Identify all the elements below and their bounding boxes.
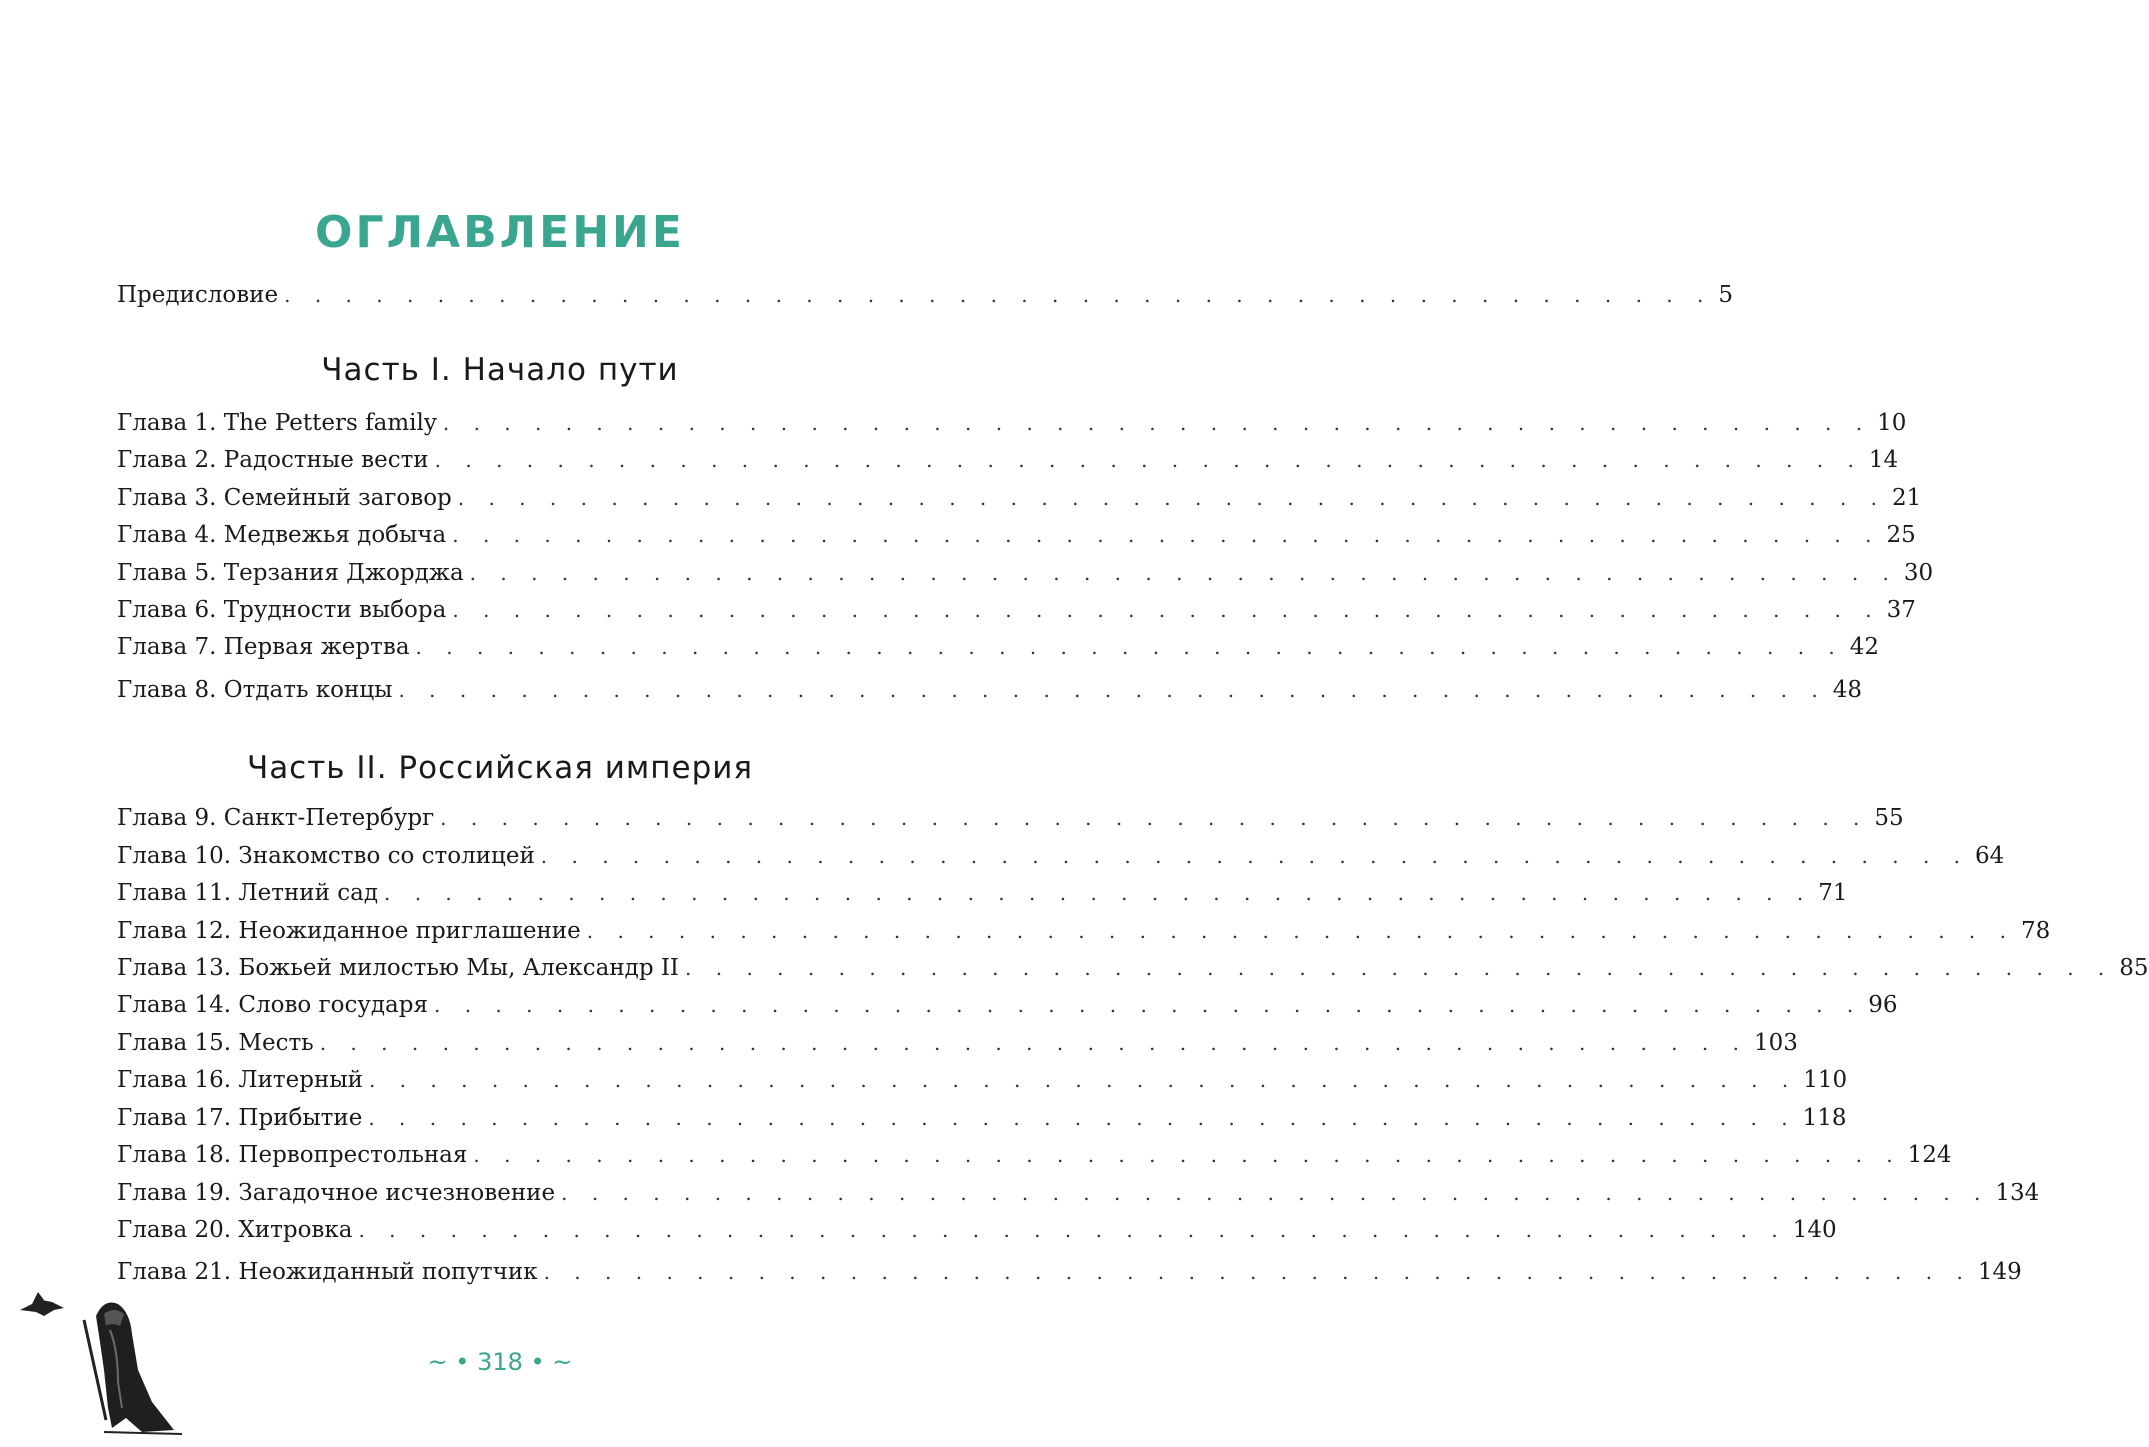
page-number-folio: ~ • 318 • ~ — [427, 1348, 573, 1376]
toc-label: Глава 10. Знакомство со столицей — [117, 843, 535, 869]
toc-page-number: 30 — [1903, 560, 1934, 586]
leader-dots: . . . . . . . . . . . . . . . . . . . . . . . . . . . . . . . . . . . . . . . . . . . . . . . — [452, 523, 1881, 547]
toc-row-chapter-11[interactable] — [117, 878, 1848, 908]
leader-dots: . . . . . . . . . . . . . . . . . . . . . . . . . . . . . . . . . . . . . . . . . . . . . . . — [358, 1218, 1787, 1242]
toc-label: Глава 12. Неожиданное приглашение — [117, 918, 581, 944]
toc-page-number: 71 — [1818, 880, 1848, 906]
leader-dots: . . . . . . . . . . . . . . . . . . . . . . . . . . . . . . . . . . . . . . . . . . . . . . . — [685, 956, 2114, 980]
toc-row-chapter-3[interactable] — [117, 483, 1922, 513]
toc-row-chapter-9[interactable] — [117, 803, 1904, 833]
toc-row-chapter-15[interactable] — [117, 1028, 1798, 1058]
toc-row-chapter-5[interactable] — [117, 558, 1934, 588]
toc-page-number: 134 — [1995, 1180, 2040, 1206]
leader-dots: . . . . . . . . . . . . . . . . . . . . . . . . . . . . . . . . . . . . . . . . . . . . . . . — [398, 678, 1827, 702]
toc-label: Глава 14. Слово государя — [117, 992, 428, 1018]
toc-label: Глава 8. Отдать концы — [117, 677, 393, 703]
ground-line — [104, 1432, 182, 1434]
toc-page-number: 85 — [2119, 955, 2149, 981]
leader-dots: . . . . . . . . . . . . . . . . . . . . . . . . . . . . . . . . . . . . . . . . . . . . . . . — [586, 919, 2015, 943]
toc-row-chapter-14[interactable] — [117, 990, 1898, 1020]
bird-silhouette — [20, 1300, 64, 1316]
toc-row-chapter-18[interactable] — [117, 1140, 1952, 1170]
toc-label: Глава 21. Неожиданный попутчик — [117, 1259, 538, 1285]
toc-page-number: 118 — [1802, 1105, 1847, 1131]
toc-label: Глава 15. Месть — [117, 1030, 314, 1056]
toc-page-number: 14 — [1868, 447, 1899, 473]
toc-label: Глава 9. Санкт-Петербург — [117, 805, 435, 831]
leader-dots: . . . . . . . . . . . . . . . . . . . . . . . . . . . . . . . . . . . . . . . . . . . . . . . — [540, 844, 1970, 868]
leader-dots: . . . . . . . . . . . . . . . . . . . . . . . . . . . . . . . . . . . . . . . . . . . . . . . — [284, 283, 1713, 307]
toc-row-chapter-4[interactable] — [117, 520, 1916, 550]
toc-label: Глава 4. Медвежья добыча — [117, 522, 447, 548]
toc-label: Глава 2. Радостные вести — [117, 447, 429, 473]
leader-dots: . . . . . . . . . . . . . . . . . . . . . . . . . . . . . . . . . . . . . . . . . . . . . . . — [457, 486, 1887, 510]
leader-dots: . . . . . . . . . . . . . . . . . . . . . . . . . . . . . . . . . . . . . . . . . . . . . . . — [440, 806, 1869, 830]
toc-label: Глава 13. Божьей милостью Мы, Александр II — [117, 955, 680, 981]
leader-dots: . . . . . . . . . . . . . . . . . . . . . . . . . . . . . . . . . . . . . . . . . . . . . . . — [434, 993, 1863, 1017]
toc-label: Глава 16. Литерный — [117, 1067, 363, 1093]
toc-label: Глава 7. Первая жертва — [117, 634, 410, 660]
toc-row-chapter-8[interactable] — [117, 675, 1862, 705]
toc-label: Глава 11. Летний сад — [117, 880, 378, 906]
toc-label: Глава 5. Терзания Джорджа — [117, 560, 464, 586]
toc-label: Предисловие — [117, 282, 279, 308]
toc-page-number: 25 — [1886, 522, 1916, 548]
toc-page-number: 110 — [1803, 1067, 1848, 1093]
leader-dots: . . . . . . . . . . . . . . . . . . . . . . . . . . . . . . . . . . . . . . . . . . . . . . . — [434, 448, 1863, 472]
toc-page-number: 124 — [1907, 1142, 1952, 1168]
toc-row-chapter-12[interactable] — [117, 916, 2051, 946]
leader-dots: . . . . . . . . . . . . . . . . . . . . . . . . . . . . . . . . . . . . . . . . . . . . . . . — [561, 1181, 1990, 1205]
toc-page-number: 103 — [1753, 1030, 1798, 1056]
toc-page-number: 149 — [1977, 1259, 2022, 1285]
toc-row-chapter-16[interactable] — [117, 1065, 1848, 1095]
leader-dots: . . . . . . . . . . . . . . . . . . . . . . . . . . . . . . . . . . . . . . . . . . . . . . . — [368, 1106, 1797, 1130]
toc-page-number: 96 — [1868, 992, 1898, 1018]
part-heading-1: Часть I. Начало пути — [321, 352, 679, 388]
leader-dots: . . . . . . . . . . . . . . . . . . . . . . . . . . . . . . . . . . . . . . . . . . . . . . . — [368, 1068, 1798, 1092]
toc-page-number: 10 — [1877, 410, 1907, 436]
leader-dots: . . . . . . . . . . . . . . . . . . . . . . . . . . . . . . . . . . . . . . . . . . . . . . . — [384, 881, 1813, 905]
toc-page-number: 48 — [1832, 677, 1862, 703]
part-heading-2: Часть II. Российская империя — [246, 750, 754, 786]
toc-label: Глава 19. Загадочное исчезновение — [117, 1180, 556, 1206]
toc-row-chapter-1[interactable] — [117, 408, 1907, 438]
toc-page-number: 5 — [1718, 282, 1734, 308]
toc-page-number: 55 — [1874, 805, 1904, 831]
toc-row-preface[interactable] — [117, 280, 1734, 310]
toc-page-number: 78 — [2021, 918, 2051, 944]
page-title: ОГЛАВЛЕНИЕ — [315, 207, 685, 259]
toc-row-chapter-7[interactable] — [117, 632, 1880, 662]
leader-dots: . . . . . . . . . . . . . . . . . . . . . . . . . . . . . . . . . . . . . . . . . . . . . . . — [452, 598, 1881, 622]
toc-row-chapter-21[interactable] — [117, 1257, 2022, 1287]
toc-row-chapter-19[interactable] — [117, 1178, 2040, 1208]
toc-row-chapter-10[interactable] — [117, 841, 2005, 871]
toc-page-number: 140 — [1792, 1217, 1837, 1243]
leader-dots: . . . . . . . . . . . . . . . . . . . . . . . . . . . . . . . . . . . . . . . . . . . . . . . — [415, 635, 1844, 659]
toc-row-chapter-13[interactable] — [117, 953, 2149, 983]
toc-row-chapter-2[interactable] — [117, 445, 1899, 475]
toc-page-number: 37 — [1886, 597, 1916, 623]
leader-dots: . . . . . . . . . . . . . . . . . . . . . . . . . . . . . . . . . . . . . . . . . . . . . . . — [319, 1031, 1748, 1055]
toc-label: Глава 18. Первопрестольная — [117, 1142, 468, 1168]
toc-label: Глава 3. Семейный заговор — [117, 485, 452, 511]
toc-page-number: 21 — [1892, 485, 1922, 511]
toc-label: Глава 1. The Petters family — [117, 410, 437, 436]
toc-label: Глава 6. Трудности выбора — [117, 597, 447, 623]
toc-row-chapter-6[interactable] — [117, 595, 1916, 625]
leader-dots: . . . . . . . . . . . . . . . . . . . . . . . . . . . . . . . . . . . . . . . . . . . . . . . — [473, 1143, 1902, 1167]
toc-page-number: 64 — [1975, 843, 2005, 869]
leader-dots: . . . . . . . . . . . . . . . . . . . . . . . . . . . . . . . . . . . . . . . . . . . . . . . — [442, 411, 1872, 435]
toc-label: Глава 20. Хитровка — [117, 1217, 353, 1243]
toc-row-chapter-17[interactable] — [117, 1103, 1847, 1133]
leader-dots: . . . . . . . . . . . . . . . . . . . . . . . . . . . . . . . . . . . . . . . . . . . . . . . — [469, 561, 1898, 585]
leader-dots: . . . . . . . . . . . . . . . . . . . . . . . . . . . . . . . . . . . . . . . . . . . . . . . — [543, 1260, 1972, 1284]
toc-page-number: 42 — [1849, 634, 1880, 660]
toc-row-chapter-20[interactable] — [117, 1215, 1837, 1245]
toc-label: Глава 17. Прибытие — [117, 1105, 363, 1131]
